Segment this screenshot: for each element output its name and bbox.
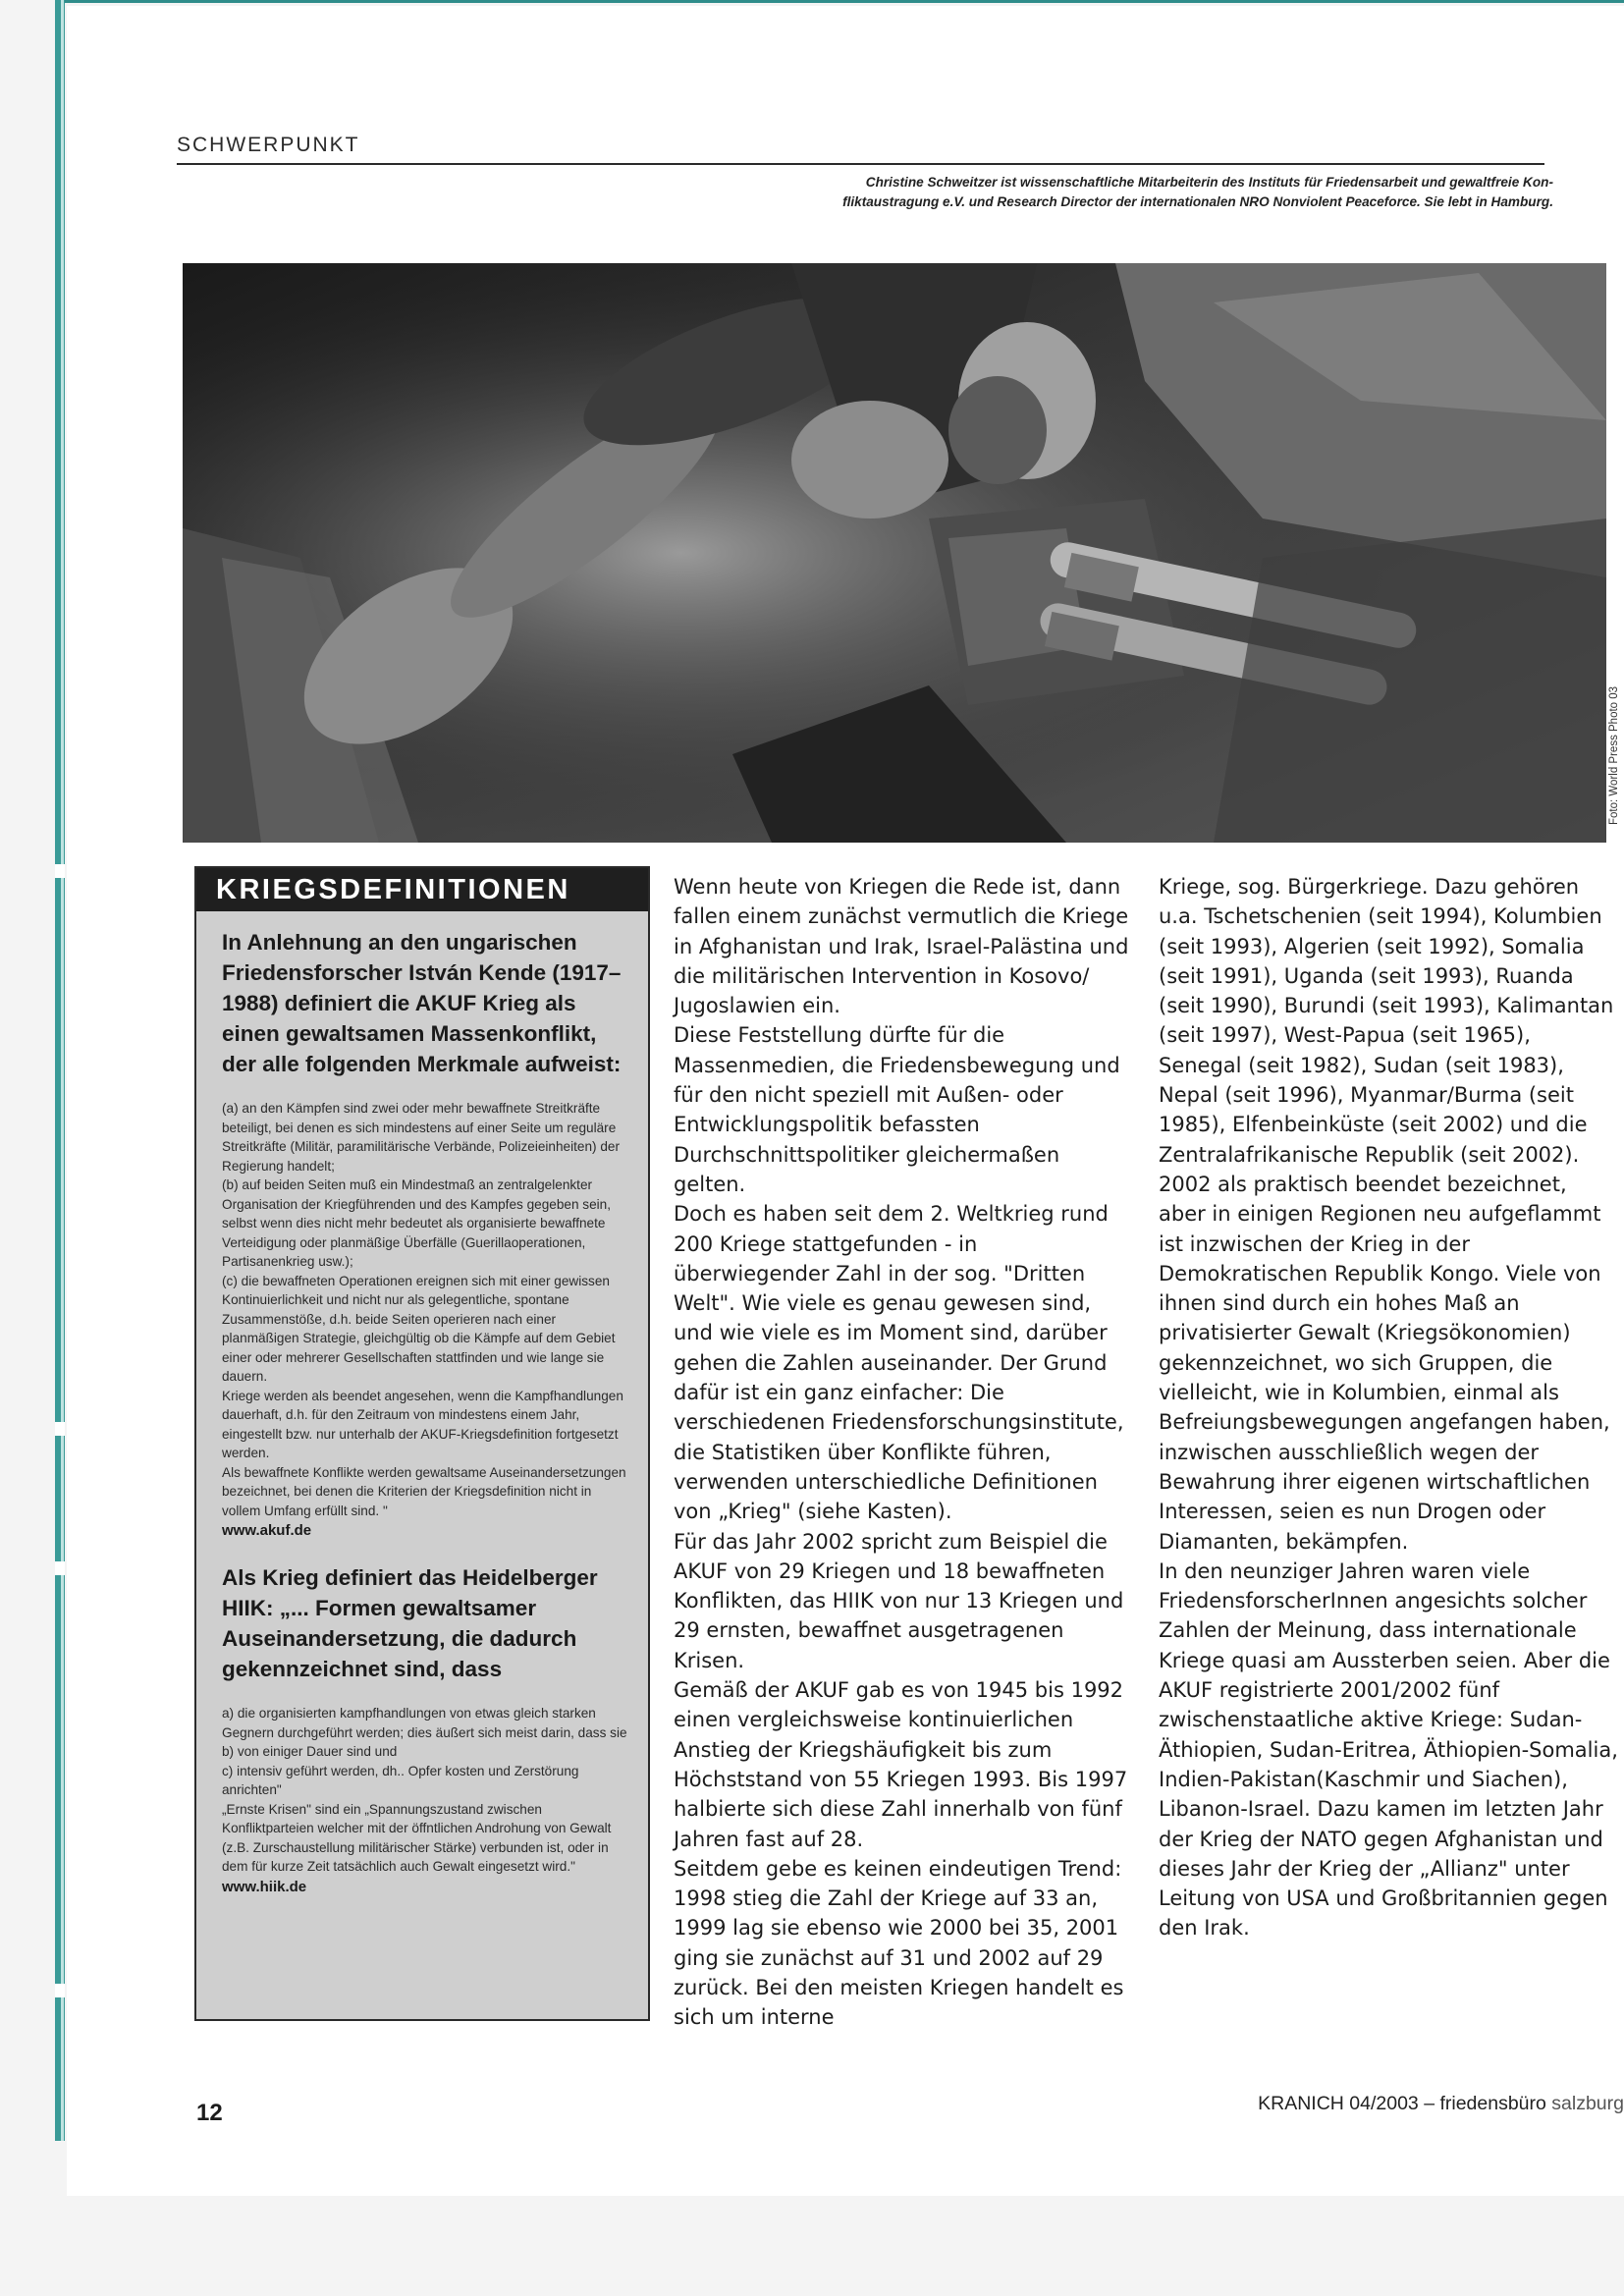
paragraph: Gemäß der AKUF gab es von 1945 bis 1992 einen vergleichsweise kontinuierlichen Anstieg der Kriegshäufigkeit bis zum Höchststand von 55 Kriegen 1993. Bis 1997 halbierte sich diese Zahl innerhalb von fünf Jahren fast auf 28. [674, 1678, 1128, 1851]
criterion-text: b) von einiger Dauer sind und [222, 1744, 398, 1759]
binding-mark [55, 1561, 65, 1575]
criterion-text: (c) die bewaffneten Operationen ereignen sich mit einer gewissen Kontinuierlichkeit und nicht nur als gelegentliche, spontane Zusammenstöße, d.h. beide Seiten operieren nach einer planmäßigen Strategie, gleichgültig ob die Kämpfe auf dem Gebiet einer oder mehrerer Gesellschaften stattfinden und wie lange sie dauern. [222, 1273, 616, 1384]
publication-location: salzburg [1551, 2093, 1624, 2114]
hiik-criteria [222, 1704, 632, 1877]
criterion-text: (a) an den Kämpfen sind zwei oder mehr bewaffnete Streitkräfte beteiligt, bei denen es sich mindestens auf einer Seite um reguläre Streitkräfte (Militär, paramilitärische Verbände, Polizeieinheiten) der Regierung handelt; [222, 1101, 620, 1174]
photo-credit: Foto: World Press Photo 03 [1608, 685, 1620, 825]
binding-mark [55, 1984, 65, 1997]
akuf-link[interactable]: www.akuf.de [222, 1522, 312, 1539]
akuf-criteria [222, 1099, 632, 1520]
binding-highlight [61, 0, 64, 2141]
article-column-1 [674, 872, 1133, 2033]
paragraph: In den neunziger Jahren waren viele FriedensforscherInnen angesichts solcher Zahlen der Meinung, dass internationale Kriege quasi am Aussterben seien. Aber die AKUF registrierte 2001/2002 fünf zwischenstaatliche aktive Kriege: Sudan-Äthiopien, Sudan-Eritrea, Äthiopien-Somalia, Indien-Pakistan(Kaschmir und Siachen), Libanon-Israel. Dazu kamen im letzten Jahr der Krieg der NATO gegen Afghanistan und dieses Jahr der Krieg der „Allianz" unter Leitung von USA und Großbritannien gegen den Irak. [1159, 1558, 1618, 1941]
section-label: SCHWERPUNKT [177, 134, 360, 156]
publication-footer [937, 2093, 1624, 2115]
section-rule [177, 163, 1544, 165]
criterion-text: (b) auf beiden Seiten muß ein Mindestmaß an zentralgelenkter Organisation der Kriegführenden und des Kampfes gegeben sein, selbst wenn dies nicht mehr bedeutet als organisierte bewaffnete Verteidigung oder planmäßige Überfälle (Guerillaoperationen, Partisanenkrieg usw.); [222, 1177, 611, 1269]
criterion-text: Kriege werden als beendet angesehen, wenn die Kampfhandlungen dauerhaft, d.h. für den Zeitraum von mindestens einem Jahr, eingestellt bzw. nur unterhalb der AKUF-Kriegsdefinition fortgesetzt werden. [222, 1388, 623, 1460]
paragraph: Seitdem gebe es keinen eindeutigen Trend: 1998 stieg die Zahl der Kriege auf 33 an, 1999 lag sie ebenso wie 2000 bei 35, 2001 ging sie zunächst auf 31 und 2002 auf 29 zurück. Bei den meisten Kriegen handelt es sich um interne [674, 1856, 1124, 2030]
akuf-definition-lead: In Anlehnung an den ungarischen Friedensforscher István Kende (1917–1988) definiert die AKUF Krieg als einen gewaltsamen Massenkonflikt, der alle folgenden Merkmale aufweist: [222, 930, 622, 1076]
criterion-text: Als bewaffnete Konflikte werden gewaltsame Auseinandersetzungen bezeichnet, bei denen die Kriterien der Kriegsdefinition nicht in vollem Umfang erfüllt sind. " [222, 1464, 626, 1518]
criterion-text: a) die organisierten kampfhandlungen von etwas gleich starken Gegnern durchgeführt werden; dies äußert sich meist darin, dass sie [222, 1706, 627, 1740]
paragraph: Kriege, sog. Bürgerkriege. Dazu gehören u.a. Tschetschenien (seit 1994), Kolumbien (seit 1993), Algerien (seit 1992), Somalia (seit 1991), Uganda (seit 1993), Ruanda (seit 1990), Burundi (seit 1993), Kalimantan (seit 1997), West-Papua (seit 1965), Senegal (seit 1982), Sudan (seit 1983), Nepal (seit 1996), Myanmar/Burma (seit 1985), Elfenbeinküste (seit 2002) und die Zentralafrikanische Republik (seit 2002). 2002 als praktisch beendet bezeichnet, aber in einigen Regionen neu aufgeflammt ist inzwischen der Krieg in der Demokratischen Republik Kongo. Viele von ihnen sind durch ein hohes Maß an privatisierter Gewalt (Kriegsökonomien) gekennzeichnet, wo sich Gruppen, die vielleicht, wie in Kolumbien, einmal als Befreiungsbewegungen angefangen haben, inzwischen ausschließlich wegen der Bewahrung ihrer eigenen wirtschaftlichen Interessen, seien es nun Drogen oder Diamanten, bekämpfen. [1159, 875, 1614, 1554]
paragraph: Doch es haben seit dem 2. Weltkrieg rund 200 Kriege stattgefunden - in überwiegender Zahl in der sog. "Dritten Welt". Wie viele es genau gewesen sind, und wie viele es im Moment sind, darüber gehen die Zahlen auseinander. Der Grund dafür ist ein ganz einfacher: Die verschiedenen Friedensforschungsinstitute, die Statistiken über Konflikte führen, verwenden unterschiedliche Definitionen von „Krieg" (siehe Kasten). [674, 1202, 1124, 1524]
article-column-2 [1159, 872, 1618, 1943]
paragraph: Wenn heute von Kriegen die Rede ist, dann fallen einem zunächst vermutlich die Kriege in Afghanistan und Irak, Israel-Palästina und die militärischen Intervention in Kosovo/ Jugoslawien ein. [674, 875, 1129, 1018]
publication-name: KRANICH 04/2003 – friedensbüro [1258, 2093, 1546, 2114]
author-note-line: Christine Schweitzer ist wissenschaftliche Mitarbeiterin des Instituts für Friedensarbeit und gewaltfreie Kon- [865, 175, 1553, 190]
paragraph: Diese Feststellung dürfte für die Massenmedien, die Friedensbewegung und für den nicht speziell mit Außen- oder Entwicklungspolitik befassten Durchschnittspolitiker gleichermaßen gelten. [674, 1023, 1120, 1196]
definitions-box [194, 866, 650, 2021]
criterion-text: c) intensiv geführt werden, dh.. Opfer kosten und Zerstörung anrichten" [222, 1763, 579, 1797]
paragraph: Für das Jahr 2002 spricht zum Beispiel die AKUF von 29 Kriegen und 18 bewaffneten Konflikten, das HIIK von nur 13 Kriegen und 29 ernsten, bewaffnet ausgetragenen Krisen. [674, 1529, 1124, 1672]
definitions-box-content [210, 927, 632, 1919]
top-edge-rule [59, 0, 1624, 3]
definitions-box-title: KRIEGSDEFINITIONEN [196, 868, 648, 911]
page-number: 12 [196, 2100, 223, 2126]
author-note-line: fliktaustragung e.V. und Research Director der internationalen NRO Nonviolent Peaceforce. Sie lebt in Hamburg. [842, 194, 1553, 209]
criterion-text: „Ernste Krisen" sind ein „Spannungszustand zwischen Konfliktparteien welcher mit der öffntlichen Androhung von Gewalt (z.B. Zurschaustellung militärischer Stärke) verbunden ist, oder in dem für kurze Zeit tatsächlich auch Gewalt eingesetzt wird." [222, 1801, 612, 1874]
binding-mark [55, 864, 65, 878]
photo-illustration [183, 263, 1606, 843]
hiik-definition-lead: Als Krieg definiert das Heidelberger HIIK: „... Formen gewaltsamer Auseinandersetzung, die dadurch gekennzeichnet sind, dass [222, 1565, 598, 1681]
author-note [628, 173, 1553, 212]
binding-mark [55, 1422, 65, 1436]
hiik-link[interactable]: www.hiik.de [222, 1878, 307, 1895]
lead-photo [183, 263, 1606, 843]
